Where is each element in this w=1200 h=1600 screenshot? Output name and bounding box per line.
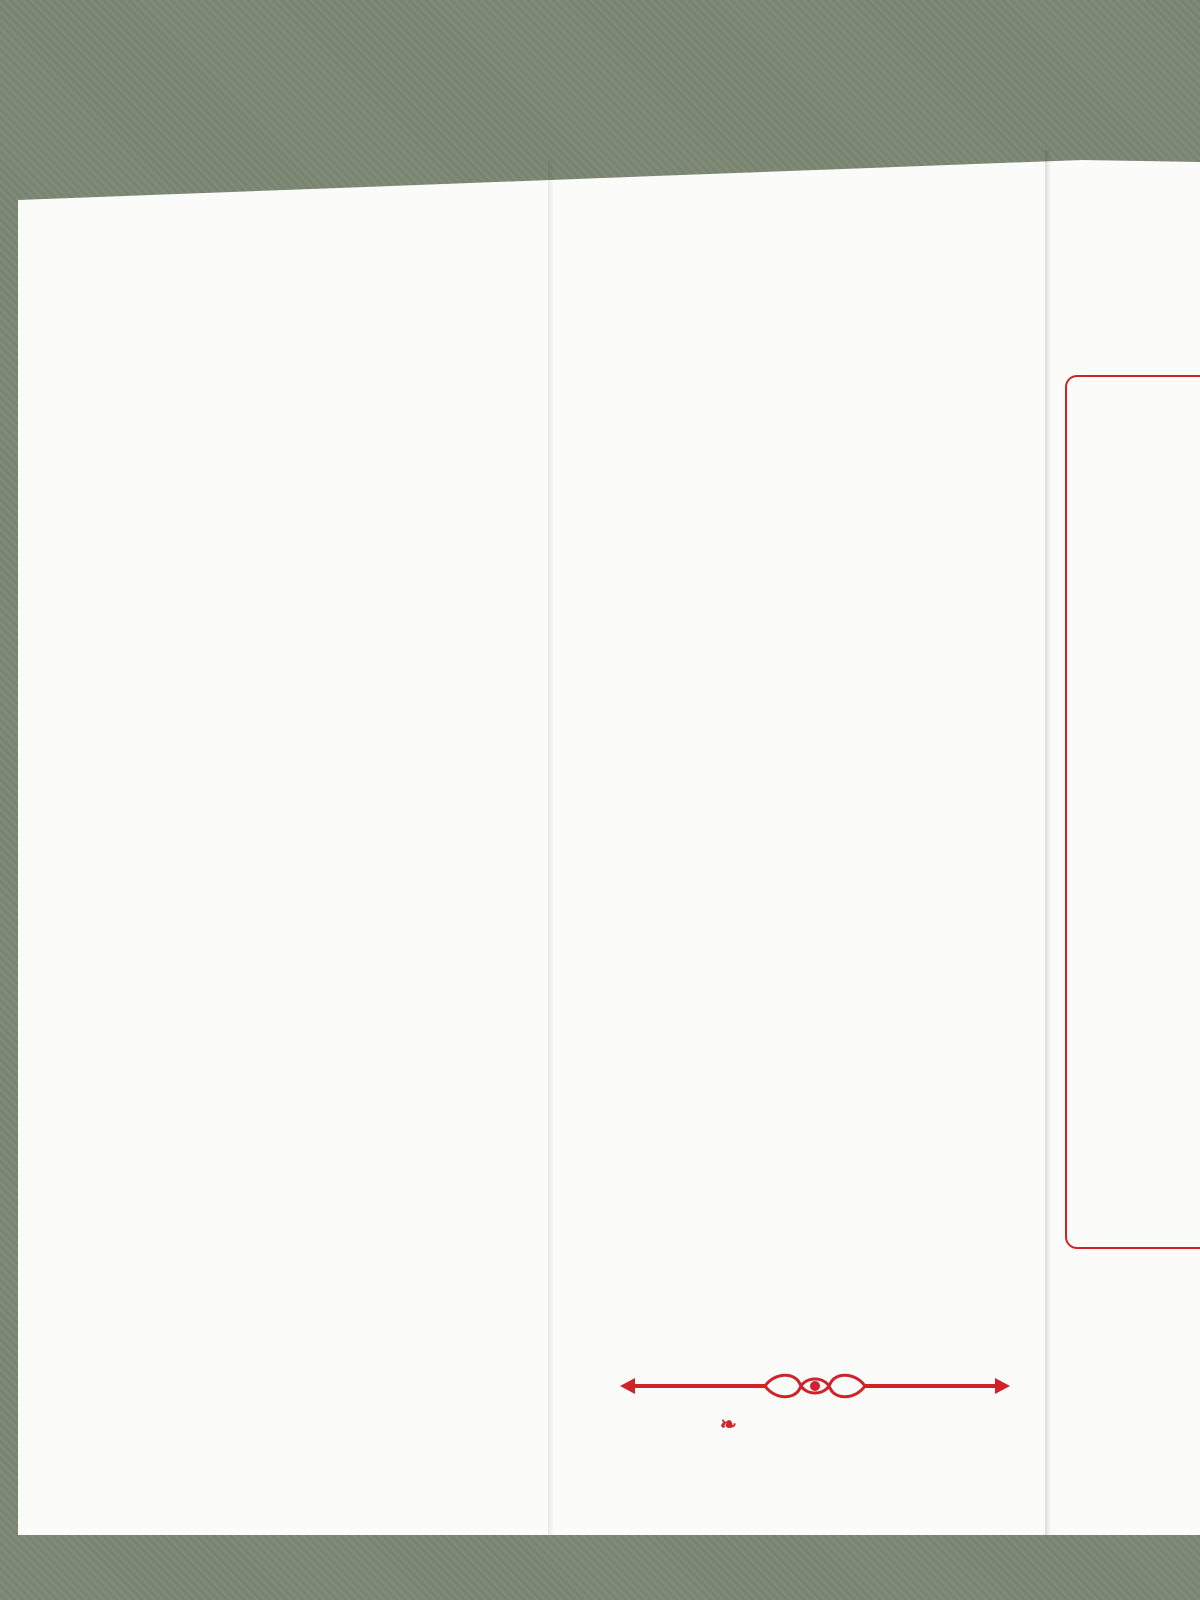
special-box (1065, 375, 1200, 1249)
menu-paper (18, 160, 1200, 1535)
pepper-icon: ❧ (720, 1414, 737, 1436)
menu-column-right-partial (1065, 185, 1200, 1485)
menu-column-middle (570, 205, 1030, 213)
ornament-divider (615, 1370, 1015, 1402)
menu-column-left (60, 205, 540, 211)
price-headers (970, 199, 1022, 213)
price-headers (506, 197, 532, 211)
fold-crease (548, 160, 554, 1535)
hot-spicy-legend (720, 1412, 737, 1437)
fold-crease (1045, 150, 1051, 1535)
